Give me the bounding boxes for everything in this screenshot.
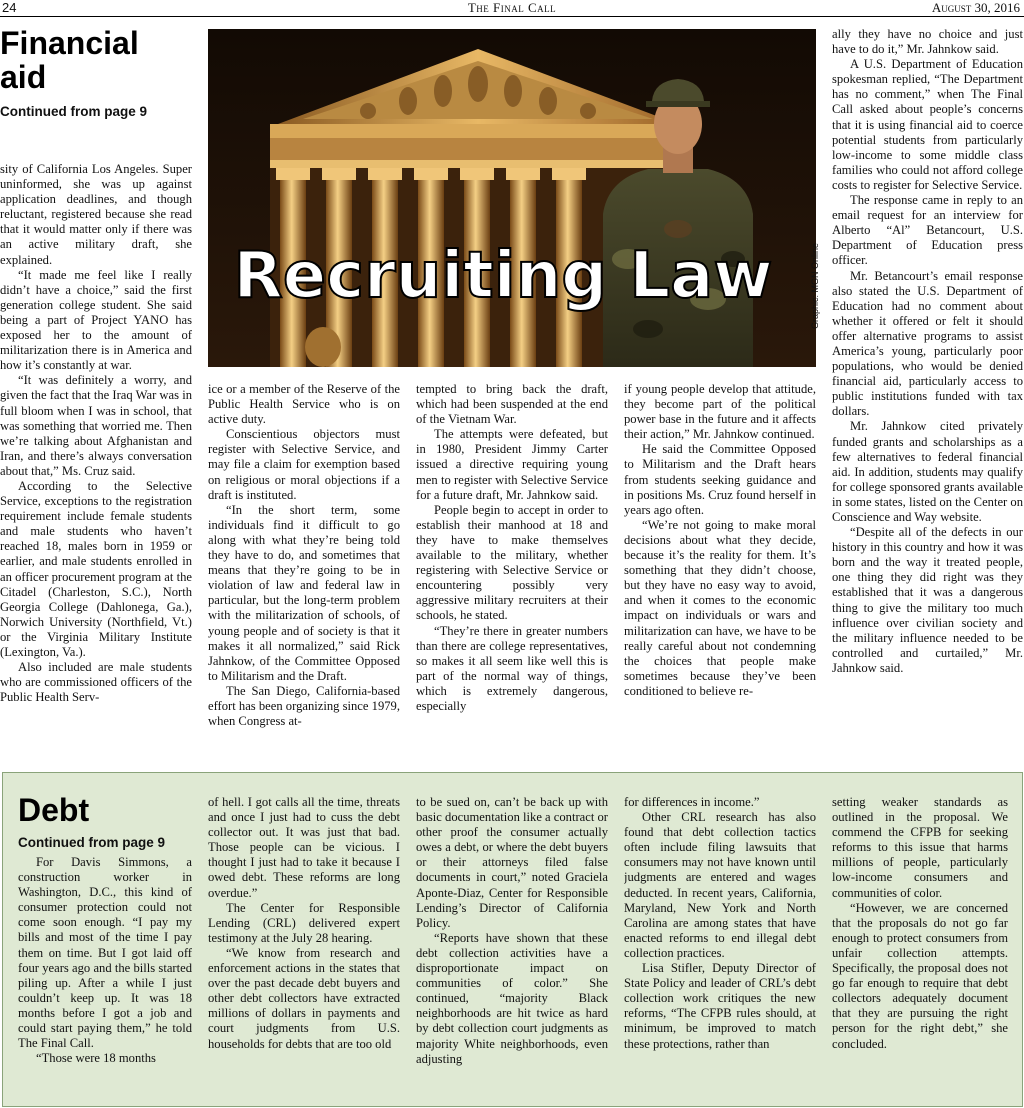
paragraph: Mr. Betancourt’s email response also stated the U.S. Department of Education had no comment about whether it offered or felt it should offer alternative programs to assist America’s young, particularly poor populations, who would be denied financial aid, particularly access to public institutions funded with tax dollars.: [832, 268, 1023, 419]
headline-line-1: Financial: [0, 25, 139, 61]
paragraph: “We know from research and enforcement actions in the states that over the past decade debt buyers and other debt collectors have extracted millions of dollars in payments and court judgments from U.S. households for debts that are too old: [208, 945, 400, 1051]
paragraph: “They’re there in greater numbers than there are college representatives, so makes it all seem like well this is part of the normal way of things, which is extremely dangerous, especially: [416, 623, 608, 713]
paragraph: Also included are male students who are commissioned officers of the Public Health Serv-: [0, 660, 192, 705]
paragraph: to be sued on, can’t be back up with basic documentation like a contract or other proof the consumer actually owes a debt, or where the debt buyers or their attorneys filed false documents in court,” noted Graciela Aponte-Diaz, Center for Responsible Lending’s Director of California Policy.: [416, 795, 608, 930]
debt-column-1: [18, 855, 192, 1093]
debt-headline: Debt: [18, 792, 90, 828]
debt-column-3: [416, 795, 608, 1093]
paragraph: Conscientious objectors must register with Selective Service, and may file a claim for exemption based on religious or moral objections if a draft is instituted.: [208, 427, 400, 502]
headline-line-2: aid: [0, 59, 47, 95]
paragraph: The San Diego, California-based effort has been organizing since 1979, when Congress at-: [208, 683, 400, 729]
paragraph: Mr. Jahnkow cited privately funded grants and scholarships as a few alternatives to federal financial aid. In addition, students may qualify for college sponsored grants available in some states, listed on the Center on Conscience and Way website.: [832, 419, 1023, 524]
paragraph: “Reports have shown that these debt collection activities have a disproportionate impact on communities of color.” She continued, “majority Black neighborhoods are hit twice as hard by debt collection court judgments as majority White neighborhoods, even adjusting: [416, 930, 608, 1066]
paragraph: “We’re not going to make moral decisions about what they decide, because it’s the reality for them. It’s something that they didn’t choose, but they have no easy way to avoid, and when it comes to the economic impact on individuals or wars and militarization can have, we have to be really careful about not condemning the choices that people make sometimes because they’ve been conditioned to believe re-: [624, 517, 816, 698]
supreme-court-soldier-illustration: [208, 29, 816, 367]
article-column-4: [624, 382, 816, 768]
article-column-1: [0, 162, 192, 768]
recruiting-law-photo: [208, 29, 816, 367]
paragraph: “Despite all of the defects in our history in this country and how it was born and the way it treated people, one thing they did right was they established that it was a dangerous thing to give the military too much influence over civilian society and the military influence needed to be controlled and curtailed,” Mr. Jahnkow said.: [832, 525, 1023, 675]
paragraph: According to the Selective Service, exceptions to the registration requirement include female students and male students who haven’t reached 18, males born in 1959 or earlier, and male students enrolled in an officer procurement program at the Citadel (Charleston, S.C.), North Georgia College (Dahlonega, Ga.), Norwich University (Northfield, Vt.) or the Virginia Military Institute (Lexington, Va.).: [0, 478, 192, 659]
paragraph: For Davis Simmons, a construction worker in Washington, D.C., this kind of consumer protection could not come soon enough. “I pay my bills and most of the time I pay them on time. But I got laid off four years ago and the bills started piling up. After a while I just couldn’t keep up. It was 18 months before I got a job and could start paying them,” he told The Final Call.: [18, 855, 192, 1051]
paragraph: A U.S. Department of Education spokesman replied, “The Department has no comment,” when The Final Call asked about people’s concerns that it is using financial aid to coerce potential students from particularly low-income to some middle class families who could not afford college costs to register for Selective Service.: [832, 57, 1023, 192]
paragraph: ice or a member of the Reserve of the Public Health Service who is on active duty.: [208, 382, 400, 427]
page-header: [0, 0, 1024, 17]
paragraph: “It made me feel like I really didn’t have a choice,” said the first generation college student. She said being a part of Project YANO has exposed her to the amount of militarization there is in America and how it’s constantly at war.: [0, 267, 192, 373]
photo-title: Recruiting Law: [233, 239, 773, 313]
article-column-3: [416, 382, 608, 768]
debt-column-5: [832, 795, 1008, 1093]
paragraph: People begin to accept in order to establish their manhood at 18 and they have to make themselves available to the military, whether registering with Selective Service or encountering possibly very aggressive military recruiters at their schools, he stated.: [416, 502, 608, 623]
paragraph: “It was definitely a worry, and given the fact that the Iraq War was in full bloom when I was in school, that was something that worried me. Then we’re talking about Afghanistan and Iran, and there’s always conversation about that,” Ms. Cruz said.: [0, 373, 192, 478]
debt-continued-label: Continued from page 9: [18, 835, 166, 850]
paragraph: He said the Committee Opposed to Militarism and the Draft hears from students seeking guidance and in positions Ms. Cruz found herself in years ago often.: [624, 442, 816, 517]
paragraph: sity of California Los Angeles. Super uninformed, she was up against application deadlines, and though reluctant, registered because she read that it would matter only if there was an active military draft, she explained.: [0, 162, 192, 267]
issue-date: August 30, 2016: [931, 0, 1020, 15]
paragraph: “However, we are concerned that the proposals do not go far enough to protect consumers from unfair collection attempts. Specifically, the proposal does not go far enough to require that debt collectors adequately document that they are pursuing the right person for the right debt,” she concluded.: [832, 900, 1008, 1051]
continued-from-label: Continued from page 9: [0, 104, 148, 119]
paragraph: “Those were 18 months: [36, 1051, 156, 1066]
paragraph: setting weaker standards as outlined in the proposal. We commend the CFPB for seeking reforms to this issue that harms millions of people, particularly low-income consumers and communities of color.: [832, 795, 1008, 900]
paragraph: ally they have no choice and just have to do it,” Mr. Jahnkow said.: [832, 27, 1023, 57]
paragraph: tempted to bring back the draft, which had been suspended at the end of the Vietnam War.: [416, 382, 608, 427]
paragraph: The Center for Responsible Lending (CRL) delivered expert testimony at the July 28 hearing.: [208, 900, 400, 945]
paragraph: Other CRL research has also found that debt collection tactics often include filing lawsuits that consumers may not have known until judgments are entered and wages deducted. In recent years, California, Maryland, New York and North Carolina are among states that have enacted reforms to end illegal debt collection practices.: [624, 810, 816, 960]
debt-column-4: [624, 795, 816, 1093]
paragraph: “In the short term, some individuals find it difficult to go along with what they’re being told they have to do, and sometimes that means that they’re going to be in violation of law and federal law in particular, but the long-term problem with the militarization of schools, of young people and of society is that it makes it all normalized,” said Rick Jahnkow, of the Committee Opposed to Militarism and the Draft.: [208, 502, 400, 683]
debt-column-2: [208, 795, 400, 1093]
publication-name: The Final Call: [467, 0, 557, 15]
article-column-2: [208, 382, 400, 768]
article-headline: [0, 26, 205, 94]
paragraph: for differences in income.”: [624, 795, 760, 809]
page-number: 24: [2, 0, 17, 15]
paragraph: of hell. I got calls all the time, threats and once I just had to cuss the debt collector out. It was just that bad. Those people can be vicious. I thought I just had to take it because I owed debt. These reforms are long overdue.”: [208, 795, 400, 900]
paragraph: The response came in reply to an email request for an interview for Alberto “Al” Betancourt, U.S. Department of Education press officer.: [832, 193, 1023, 268]
photo-credit-text: Graphic: MGN Online: [810, 242, 820, 329]
article-column-5: [832, 27, 1023, 767]
paragraph: Lisa Stifler, Deputy Director of State Policy and leader of CRL’s debt collection work critiques the new reforms, “The CFPB rules should, at minimum, be improved to match these protections, rather than: [624, 961, 816, 1051]
paragraph: if young people develop that attitude, they become part of the political power base in the future and it affects their action,” Mr. Jahnkow continued.: [624, 382, 816, 442]
photo-credit: [810, 29, 830, 367]
paragraph: The attempts were defeated, but in 1980, President Jimmy Carter issued a directive requiring young men to register with Selective Service for a future draft, Mr. Jahnkow said.: [416, 427, 608, 502]
